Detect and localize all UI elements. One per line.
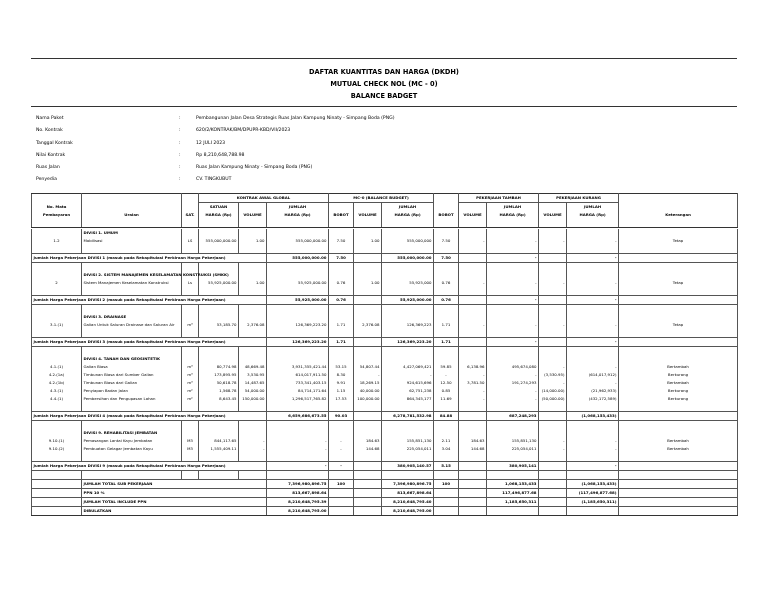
info-key: Nilai Kontrak — [36, 152, 66, 158]
cell-uraian: Galian Untuk Saluran Drainase dan Saluran Air — [82, 321, 182, 329]
cell-ket: Bertambah — [619, 363, 738, 371]
cell-mvol: 18,269.15 — [354, 379, 382, 387]
cell-mbobot: 84.88 — [434, 412, 459, 421]
quantity-price-table — [31, 193, 738, 228]
subtotal-row — [32, 412, 738, 421]
cell-mbobot: 7.50 — [434, 237, 459, 245]
subtotal-label: Jumlah Harga Pekerjaan DIVISI 9 (masuk pada Rekapitulasi Perkiraan Harga Pekerjaan) — [32, 462, 267, 471]
cell-mjumlah: 55,925,000 — [382, 279, 434, 287]
subtotal-row — [32, 296, 738, 305]
cell-sat: m² — [182, 395, 199, 403]
cell-mjumlah: 126,369,223 — [382, 321, 434, 329]
cell-no: 9.10.(2) — [32, 445, 82, 453]
total-mbobot: 100 — [434, 480, 459, 489]
cell-ket: Tetap — [619, 321, 738, 329]
cell-jumlah: 84,714,171.64 — [267, 387, 329, 395]
cell-no: 9.10.(1) — [32, 437, 82, 445]
cell-kjml: (432,172,589) — [567, 395, 619, 403]
cell-no: 4.2.(1a) — [32, 371, 82, 379]
cell-mjumlah: 62,751,238 — [382, 387, 434, 395]
cell-tvol: - — [459, 395, 487, 403]
cell-jumlah: 55,925,000.00 — [267, 296, 329, 305]
cell-kvol: - — [539, 237, 567, 245]
cell-kjml: - — [567, 379, 619, 387]
subtotal-label: Jumlah Harga Pekerjaan DIVISI 1 (masuk pada Rekapitulasi Perkiraan Harga Pekerjaan) — [32, 254, 267, 263]
total-tjml — [487, 507, 539, 516]
table-row — [32, 445, 738, 453]
total-mbobot — [434, 489, 459, 498]
subtotal-row — [32, 254, 738, 263]
cell-bobot: - — [329, 445, 354, 453]
cell-tjml: 155,851,130 — [487, 437, 539, 445]
cell-kjml: - — [567, 462, 619, 471]
cell-bobot: 1.15 — [329, 387, 354, 395]
cell-uraian: Timbunan Biasa dari Galian — [82, 379, 182, 387]
cell-vol: - — [239, 437, 267, 445]
cell-tjml: 225,054,011 — [487, 445, 539, 453]
cell-mbobot: 0.76 — [434, 296, 459, 305]
cell-harga: 50,618.78 — [199, 379, 239, 387]
cell-ket: Bertambah — [619, 379, 738, 387]
cell-harga: 53,185.70 — [199, 321, 239, 329]
info-key: Ruas Jalan — [36, 165, 60, 171]
cell-mvol: 2,376.08 — [354, 321, 382, 329]
cell-harga: 8,643.45 — [199, 395, 239, 403]
cell-bobot: - — [329, 437, 354, 445]
total-jumlah: 813,667,898.64 — [267, 489, 329, 498]
cell-kjml: - — [567, 437, 619, 445]
cell-kjml: - — [567, 363, 619, 371]
cell-vol: 1.00 — [239, 279, 267, 287]
cell-ket: Berkurang — [619, 387, 738, 395]
total-jumlah: 8,210,648,795.39 — [267, 498, 329, 507]
cell-mjumlah: 4,427,069,421 — [382, 363, 434, 371]
cell-vol: 54,000.00 — [239, 387, 267, 395]
cell-tvol: - — [459, 279, 487, 287]
total-jumlah: 8,210,648,795.00 — [267, 507, 329, 516]
cell-tjml: - — [487, 338, 539, 347]
cell-mbobot: 11.69 — [434, 395, 459, 403]
cell-kvol: (3,530.95) — [539, 371, 567, 379]
cell-mvol: - — [354, 371, 382, 379]
cell-jumlah: 555,000,000.00 — [267, 254, 329, 263]
cell-vol: - — [239, 445, 267, 453]
table-row — [32, 363, 738, 371]
total-label: PPN 10 % — [82, 489, 267, 498]
cell-jumlah: - — [267, 445, 329, 453]
cell-mjumlah: 555,000,000 — [382, 237, 434, 245]
total-mbobot — [434, 507, 459, 516]
cell-vol: 1.00 — [239, 237, 267, 245]
cell-harga: 55,925,000.00 — [199, 279, 239, 287]
info-sep: : — [179, 140, 181, 146]
info-value: Pembangunan Jalan Desa Strategis Ruas Jalan Kampung Ninaty - Simpang Boda (PNG) — [196, 116, 395, 121]
total-mjumlah: 8,210,648,795.00 — [382, 507, 434, 516]
cell-tjml: - — [487, 371, 539, 379]
cell-tjml: - — [487, 237, 539, 245]
cell-kvol: - — [539, 279, 567, 287]
col-header-keterangan: Keterangan — [619, 211, 738, 219]
cell-mbobot: 1.71 — [434, 321, 459, 329]
subtotal-label: Jumlah Harga Pekerjaan DIVISI 2 (masuk pada Rekapitulasi Perkiraan Harga Pekerjaan) — [32, 296, 267, 305]
cell-tjml: 191,274,293 — [487, 379, 539, 387]
col-header-jumlah: JUMLAH — [382, 203, 434, 212]
cell-kjml: (21,962,933) — [567, 387, 619, 395]
cell-ket: Bertambah — [619, 437, 738, 445]
total-mjumlah: 7,396,980,896.75 — [382, 480, 434, 489]
cell-mbobot: - — [434, 371, 459, 379]
cell-tvol: 144.68 — [459, 445, 487, 453]
cell-kvol: - — [539, 363, 567, 371]
cell-no: 4.1.(1) — [32, 363, 82, 371]
info-value: 12 JULI 2023 — [196, 140, 226, 146]
cell-sat: m³ — [182, 363, 199, 371]
cell-harga: 844,117.65 — [199, 437, 239, 445]
cell-uraian: Pembuatan Gelagar Jembatan Kayu — [82, 445, 182, 453]
document-subtitle: MUTUAL CHECK NOL (MC - 0) — [330, 80, 438, 88]
col-header-tambah: PEKERJAAN TAMBAH — [459, 194, 539, 203]
total-row — [32, 480, 738, 489]
cell-sat: M3 — [182, 437, 199, 445]
cell-vol: 48,669.48 — [239, 363, 267, 371]
table-row — [32, 371, 738, 379]
subtotal-label: Jumlah Harga Pekerjaan DIVISI 4 (masuk pada Rekapitulasi Perkiraan Harga Pekerjaan) — [32, 412, 267, 421]
cell-no: 2 — [32, 279, 82, 287]
info-key: No. Kontrak — [36, 128, 63, 134]
division-title: DIVISI 4. TANAH DAN GEOSINTETIK — [82, 355, 182, 363]
division-header-row — [32, 271, 738, 279]
division-title: DIVISI 2. SISTEM MANAJEMEN KESELAMATAN KONSTRUKSI (SMKK) — [83, 272, 229, 277]
division-header-row — [32, 313, 738, 321]
col-header-volume: VOLUME — [354, 211, 382, 219]
total-tjml: 1,185,650,311 — [487, 498, 539, 507]
cell-bobot: 17.53 — [329, 395, 354, 403]
cell-no: 1.2 — [32, 237, 82, 245]
cell-sat: LS — [182, 237, 199, 245]
cell-kjml: - — [567, 445, 619, 453]
col-header-pembayaran: Pembayaran — [32, 211, 82, 219]
info-sep: : — [179, 128, 181, 134]
cell-jumlah: 55,925,000.00 — [267, 279, 329, 287]
col-header-volume: VOLUME — [459, 211, 487, 219]
cell-tvol: - — [459, 387, 487, 395]
cell-tjml: 687,248,293 — [487, 412, 539, 421]
cell-kvol: - — [539, 379, 567, 387]
cell-mjumlah: 155,851,130 — [382, 437, 434, 445]
cell-jumlah: - — [267, 462, 329, 471]
cell-tjml: 495,674,080 — [487, 363, 539, 371]
cell-tjml: - — [487, 395, 539, 403]
cell-ket: Berkurang — [619, 371, 738, 379]
total-bobot: 100 — [329, 480, 354, 489]
cell-mvol: 184.63 — [354, 437, 382, 445]
col-header-volume: VOLUME — [239, 211, 267, 219]
division-title: DIVISI 3. DRAINASE — [82, 313, 182, 321]
table-row — [32, 379, 738, 387]
cell-mvol: 54,807.44 — [354, 363, 382, 371]
cell-sat: m³ — [182, 379, 199, 387]
cell-mjumlah: 864,345,177 — [382, 395, 434, 403]
cell-jumlah: 614,017,911.50 — [267, 371, 329, 379]
table-row — [32, 437, 738, 445]
cell-no: 4.2.(1b) — [32, 379, 82, 387]
col-header-harga: HARGA (Rp) — [487, 211, 539, 219]
cell-tjml: - — [487, 296, 539, 305]
cell-mjumlah: 126,369,223.20 — [382, 338, 434, 347]
total-kjml: (1,185,650,311) — [567, 498, 619, 507]
cell-jumlah: 6,659,686,673.55 — [267, 412, 329, 421]
cell-vol: 150,000.00 — [239, 395, 267, 403]
info-sep: : — [179, 116, 181, 121]
cell-bobot: 53.15 — [329, 363, 354, 371]
total-label: JUMLAH TOTAL SUB PEKERJAAN — [82, 480, 267, 489]
quantity-price-table-body — [31, 229, 738, 516]
cell-bobot: 0.76 — [329, 296, 354, 305]
col-header-mc0: MC-0 (BALANCE BUDGET) — [329, 194, 434, 203]
cell-mjumlah: 924,615,696 — [382, 379, 434, 387]
cell-tvol: - — [459, 371, 487, 379]
info-key: Tanggal Kontrak — [36, 140, 73, 146]
cell-harga: 1,555,409.11 — [199, 445, 239, 453]
total-kjml: (1,068,153,433) — [567, 480, 619, 489]
table-header-row — [32, 203, 738, 212]
cell-mjumlah: 555,000,000.00 — [382, 254, 434, 263]
division-title: DIVISI 9. REHABILITASI JEMBATAN — [82, 429, 182, 437]
cell-kjml: - — [567, 254, 619, 263]
cell-sat: m² — [182, 387, 199, 395]
cell-mbobot: 2.11 — [434, 437, 459, 445]
subtotal-row — [32, 462, 738, 471]
cell-kvol: (14,000.00) — [539, 387, 567, 395]
cell-jumlah: - — [267, 437, 329, 445]
cell-bobot: 7.50 — [329, 254, 354, 263]
total-bobot — [329, 489, 354, 498]
table-row — [32, 395, 738, 403]
cell-mbobot: 7.50 — [434, 254, 459, 263]
col-header-kontrak: KONTRAK AWAL GLOBAL — [199, 194, 329, 203]
cell-vol: 2,376.08 — [239, 321, 267, 329]
cell-uraian: Sistem Manajemen Keselamatan Konstruksi — [82, 279, 182, 287]
info-key: Nama Paket — [36, 116, 64, 121]
total-row — [32, 489, 738, 498]
subtotal-row — [32, 338, 738, 347]
total-tjml: 117,496,877.68 — [487, 489, 539, 498]
cell-uraian: Penyiapan Badan Jalan — [82, 387, 182, 395]
col-header-jumlah: JUMLAH — [487, 203, 539, 212]
cell-kjml: (614,017,912) — [567, 371, 619, 379]
cell-no: 3.1.(1) — [32, 321, 82, 329]
cell-jumlah: 3,931,355,421.44 — [267, 363, 329, 371]
cell-kvol: - — [539, 445, 567, 453]
cell-tjml: - — [487, 321, 539, 329]
info-sep: : — [179, 177, 181, 183]
col-header-harga: HARGA (Rp) — [382, 211, 434, 219]
cell-kjml: - — [567, 279, 619, 287]
col-header-jumlah: JUMLAH — [267, 203, 329, 212]
col-header-uraian: Uraian — [82, 211, 182, 219]
total-label: JUMLAH TOTAL INCLUDE PPN — [82, 498, 267, 507]
col-header — [32, 194, 82, 203]
cell-bobot: 8.30 — [329, 371, 354, 379]
cell-kvol: - — [539, 321, 567, 329]
cell-kjml: - — [567, 237, 619, 245]
cell-tvol: 6,138.96 — [459, 363, 487, 371]
info-value: Rp 8,210,648,788.98 — [196, 152, 245, 158]
col-header-volume: VOLUME — [539, 211, 567, 219]
info-sep: : — [179, 152, 181, 158]
cell-mvol: 1.00 — [354, 279, 382, 287]
total-bobot — [329, 507, 354, 516]
cell-kjml: - — [567, 321, 619, 329]
total-label: DIBULATKAN — [82, 507, 267, 516]
cell-bobot: 1.71 — [329, 321, 354, 329]
cell-mbobot: 59.85 — [434, 363, 459, 371]
cell-uraian: Mobilisasi — [82, 237, 182, 245]
total-jumlah: 7,396,980,896.75 — [267, 480, 329, 489]
document-subtitle-2: BALANCE BADGET — [350, 92, 418, 100]
cell-tvol: 3,781.50 — [459, 379, 487, 387]
cell-sat: m³ — [182, 321, 199, 329]
top-divider — [31, 58, 737, 59]
cell-kjml: (1,068,153,433) — [567, 412, 619, 421]
col-header-harga: HARGA (Rp) — [199, 211, 239, 219]
cell-ket: Tetap — [619, 237, 738, 245]
table-row — [32, 237, 738, 245]
cell-tjml: 380,905,141 — [487, 462, 539, 471]
cell-sat: M3 — [182, 445, 199, 453]
cell-mjumlah: 380,905,140.57 — [382, 462, 434, 471]
cell-jumlah: 1,296,517,765.82 — [267, 395, 329, 403]
cell-jumlah: 555,000,000.00 — [267, 237, 329, 245]
info-value: Ruas Jalan Kampung Ninaty - Simpang Boda (PNG) — [196, 165, 313, 171]
cell-jumlah: 126,369,223.20 — [267, 338, 329, 347]
cell-bobot: 7.50 — [329, 237, 354, 245]
cell-ket: Bertambah — [619, 445, 738, 453]
cell-uraian: Timbunan Biasa dari Sumber Galian — [82, 371, 182, 379]
division-title: DIVISI 1. UMUM — [82, 229, 182, 237]
col-header-sat: SAT. — [182, 211, 199, 219]
cell-tvol: - — [459, 237, 487, 245]
cell-harga: 1,568.78 — [199, 387, 239, 395]
subtotal-label: Jumlah Harga Pekerjaan DIVISI 3 (masuk pada Rekapitulasi Perkiraan Harga Pekerjaan) — [32, 338, 267, 347]
col-header-harga: HARGA (Rp) — [267, 211, 329, 219]
cell-mjumlah: 6,278,781,532.98 — [382, 412, 434, 421]
info-value: CV. TINGKUBUT — [196, 177, 232, 183]
cell-mbobot: 3.04 — [434, 445, 459, 453]
cell-mbobot: 1.71 — [434, 338, 459, 347]
total-mbobot — [434, 498, 459, 507]
cell-harga: 80,774.98 — [199, 363, 239, 371]
col-header-jumlah: JUMLAH — [567, 203, 619, 212]
info-key: Penyedia — [36, 177, 57, 183]
cell-no: 4.4.(1) — [32, 395, 82, 403]
cell-bobot: 9.91 — [329, 379, 354, 387]
cell-mjumlah: - — [382, 371, 434, 379]
total-row — [32, 498, 738, 507]
cell-bobot: 0.76 — [329, 279, 354, 287]
cell-tjml: - — [487, 279, 539, 287]
cell-kjml: - — [567, 296, 619, 305]
table-row — [32, 321, 738, 329]
title-divider — [31, 106, 737, 107]
table-row — [32, 387, 738, 395]
total-mjumlah: 813,667,898.64 — [382, 489, 434, 498]
cell-jumlah: 733,341,403.15 — [267, 379, 329, 387]
cell-mvol: 1.00 — [354, 237, 382, 245]
cell-bobot: - — [329, 462, 354, 471]
table-header-row — [32, 194, 738, 203]
cell-mbobot: 0.76 — [434, 279, 459, 287]
cell-bobot: 90.03 — [329, 412, 354, 421]
cell-sat: m³ — [182, 371, 199, 379]
cell-ket: Berkurang — [619, 395, 738, 403]
cell-uraian: Pemasangan Lantai Kayu Jembatan — [82, 437, 182, 445]
division-header-row — [32, 355, 738, 363]
cell-mbobot: 12.50 — [434, 379, 459, 387]
total-mjumlah: 8,210,648,795.40 — [382, 498, 434, 507]
document-title: DAFTAR KUANTITAS DAN HARGA (DKDH) — [309, 68, 459, 76]
cell-uraian: Galian Biasa — [82, 363, 182, 371]
cell-bobot: 1.71 — [329, 338, 354, 347]
table-row — [32, 279, 738, 287]
cell-kvol: (50,000.00) — [539, 395, 567, 403]
cell-tvol: - — [459, 321, 487, 329]
col-header-harga: HARGA (Rp) — [567, 211, 619, 219]
col-header-bobot: BOBOT — [434, 211, 459, 219]
cell-vol: 3,530.95 — [239, 371, 267, 379]
total-kjml — [567, 507, 619, 516]
cell-kvol: - — [539, 437, 567, 445]
cell-mbobot: 5.15 — [434, 462, 459, 471]
document-title-block — [0, 66, 768, 102]
cell-mjumlah: 225,054,011 — [382, 445, 434, 453]
cell-mbobot: 0.85 — [434, 387, 459, 395]
table-header-row — [32, 211, 738, 219]
total-bobot — [329, 498, 354, 507]
cell-mvol: 100,000.00 — [354, 395, 382, 403]
cell-mvol: 144.68 — [354, 445, 382, 453]
cell-tjml: - — [487, 387, 539, 395]
col-header-bobot: BOBOT — [329, 211, 354, 219]
cell-mjumlah: 55,925,000.00 — [382, 296, 434, 305]
total-row — [32, 507, 738, 516]
cell-vol: 14,487.65 — [239, 379, 267, 387]
cell-tjml: - — [487, 254, 539, 263]
info-sep: : — [179, 165, 181, 171]
cell-uraian: Pembersihan dan Pengupasan Lahan — [82, 395, 182, 403]
info-value: 620/2/KONTRAK/BM/DPUPR-KBD/VII/2023 — [196, 128, 291, 134]
total-tjml: 1,068,153,433 — [487, 480, 539, 489]
total-kjml: (117,496,877.68) — [567, 489, 619, 498]
cell-ket: Tetap — [619, 279, 738, 287]
cell-sat: Ls — [182, 279, 199, 287]
cell-tvol: 184.63 — [459, 437, 487, 445]
cell-no: 4.3.(1) — [32, 387, 82, 395]
division-header-row — [32, 429, 738, 437]
cell-harga: 173,895.95 — [199, 371, 239, 379]
cell-jumlah: 126,369,223.20 — [267, 321, 329, 329]
col-header-satuan: SATUAN — [199, 203, 239, 212]
division-header-row — [32, 229, 738, 237]
col-header-no: No. Mata — [32, 203, 82, 212]
cell-mvol: 40,000.00 — [354, 387, 382, 395]
col-header-kurang: PEKERJAAN KURANG — [539, 194, 619, 203]
cell-harga: 555,000,000.00 — [199, 237, 239, 245]
cell-kjml: - — [567, 338, 619, 347]
